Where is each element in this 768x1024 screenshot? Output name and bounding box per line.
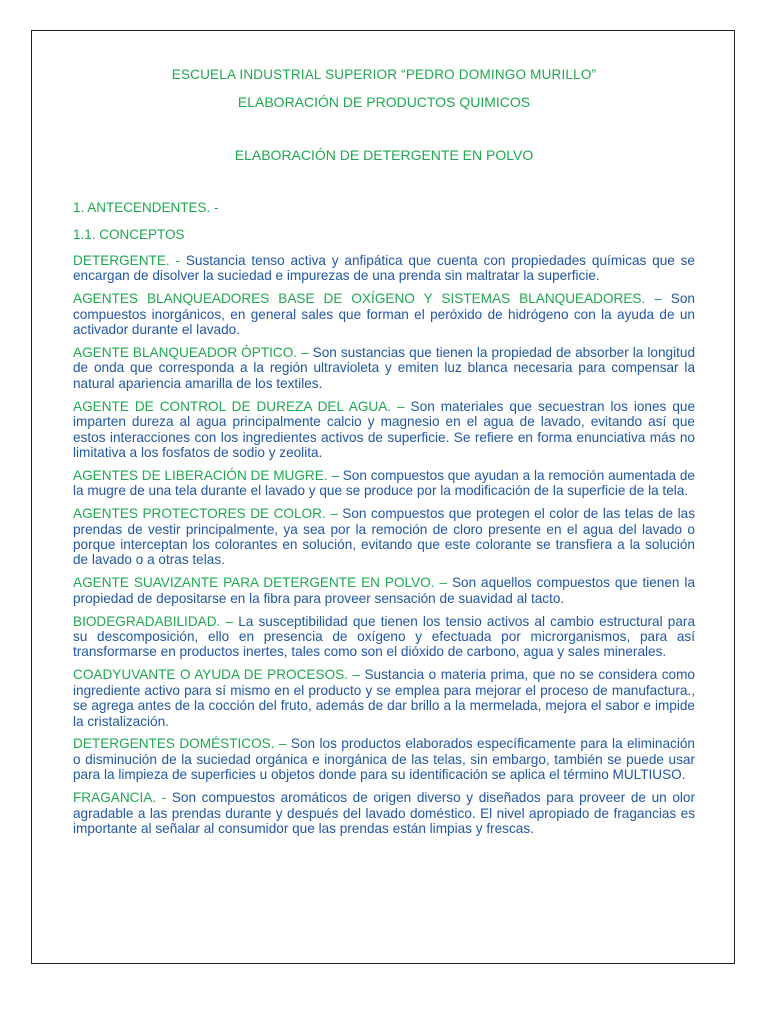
definition-entry	[73, 506, 695, 568]
definition-entry	[73, 667, 695, 729]
definition-text: Son sustancias que tienen la propiedad de absorber la longitud de onda que corresponda a la región ultravioleta y emiten luz blanca necesaria para compensar la natural apariencia amarilla de los textiles.	[73, 345, 696, 391]
document-title: ELABORACIÓN DE DETERGENTE EN POLVO	[234, 147, 534, 163]
definition-term: AGENTE BLANQUEADOR ÓPTICO. –	[73, 345, 309, 361]
definition-text: Son aquellos compuestos que tienen la propiedad de depositarse en la fibra para proveer sensación de suavidad al tacto.	[73, 575, 695, 606]
definition-entry	[73, 468, 695, 499]
definition-text: Son materiales que secuestran los iones que imparten dureza al agua principalmente calcio y magnesio en el agua de lavado, evitando así que estos interacciones con los ingredientes activos de superficie. Se refiere en forma enunciativa más no limitativa a los fosfatos de sodio y zeolita.	[73, 398, 695, 460]
definition-term: FRAGANCIA. -	[73, 790, 167, 806]
definition-text: Son los productos elaborados específicamente para la eliminación o disminución de la suciedad orgánica e inorgánica de las telas, sin embargo, también se puede usar para la limpieza de superficies u objetos donde para su identificación se aplica el término MULTIUSO.	[73, 736, 695, 783]
definition-term: COADYUVANTE O AYUDA DE PROCESOS. –	[73, 667, 361, 683]
definition-term: AGENTE SUAVIZANTE PARA DETERGENTE EN POLVO. –	[73, 575, 448, 591]
definition-term: AGENTES BLANQUEADORES BASE DE OXÍGENO Y SISTEMAS BLANQUEADORES. –	[73, 291, 662, 307]
definition-term: AGENTE DE CONTROL DE DUREZA DEL AGUA. –	[73, 398, 405, 414]
definition-term: DETERGENTE. -	[73, 253, 181, 268]
definition-text: Son compuestos inorgánicos, en general sales que forman el peróxido de hidrógeno con la ayuda de un activador durante el lavado.	[73, 291, 695, 338]
definition-entry	[73, 253, 695, 284]
definition-entry	[73, 291, 695, 337]
section-subheading: 1.1. CONCEPTOS	[73, 227, 185, 242]
definition-term: AGENTES DE LIBERACIÓN DE MUGRE. –	[73, 467, 339, 483]
definition-entry	[73, 614, 695, 660]
definition-entry	[73, 399, 695, 461]
definition-text: Son compuestos que protegen el color de las telas de las prendas de vestir principalmente, ya sea por la remoción de cloro presente en el agua del lavado o porque interceptan los colorantes en solución, evitando que este colorante se transfiera a la solución de lavado o a otras telas.	[73, 506, 695, 568]
definition-entry	[73, 736, 695, 782]
definition-term: BIODEGRADABILIDAD. –	[73, 613, 234, 629]
definition-text: La susceptibilidad que tienen los tensio activos al cambio estructural para su descomposición, ello en presencia de oxígeno y efectuada por microrganismos, para así transformarse en productos inertes, tales como son el dióxido de carbono, agua y sales minerales.	[73, 613, 695, 660]
subject-title: ELABORACIÓN DE PRODUCTOS QUIMICOS	[237, 94, 531, 110]
definition-term: AGENTES PROTECTORES DE COLOR. –	[73, 506, 338, 522]
definition-text: Son compuestos aromáticos de origen diverso y diseñados para proveer de un olor agradable a las prendas durante y después del lavado doméstico. El nivel apropiado de fragancias es importante al señalar al consumidor que las prendas están limpias y frescas.	[73, 790, 695, 836]
definition-text: Sustancia o materia prima, que no se considera como ingrediente activo para sí mismo en el producto y se emplea para mejorar el proceso de manufactura., se agrega antes de la cocción del fruto, además de dar brillo a la mermelada, mejora el sabor e impide la cristalización.	[73, 667, 695, 729]
definition-text: Son compuestos que ayudan a la remoción aumentada de la mugre de una tela durante el lavado y que se produce por la modificación de la superficie de la tela.	[73, 467, 695, 499]
school-name: ESCUELA INDUSTRIAL SUPERIOR “PEDRO DOMINGO MURILLO”	[171, 67, 597, 82]
definition-entry	[73, 345, 695, 391]
definition-text: Sustancia tenso activa y anfipática que cuenta con propiedades químicas que se encargan de disolver la suciedad e impurezas de una prenda sin maltratar la superficie.	[73, 253, 695, 284]
definition-term: DETERGENTES DOMÉSTICOS. –	[73, 736, 287, 752]
definition-entry	[73, 790, 695, 836]
section-heading: 1. ANTECENDENTES. -	[73, 200, 219, 215]
definition-entry	[73, 575, 695, 606]
definitions-list	[73, 253, 695, 844]
